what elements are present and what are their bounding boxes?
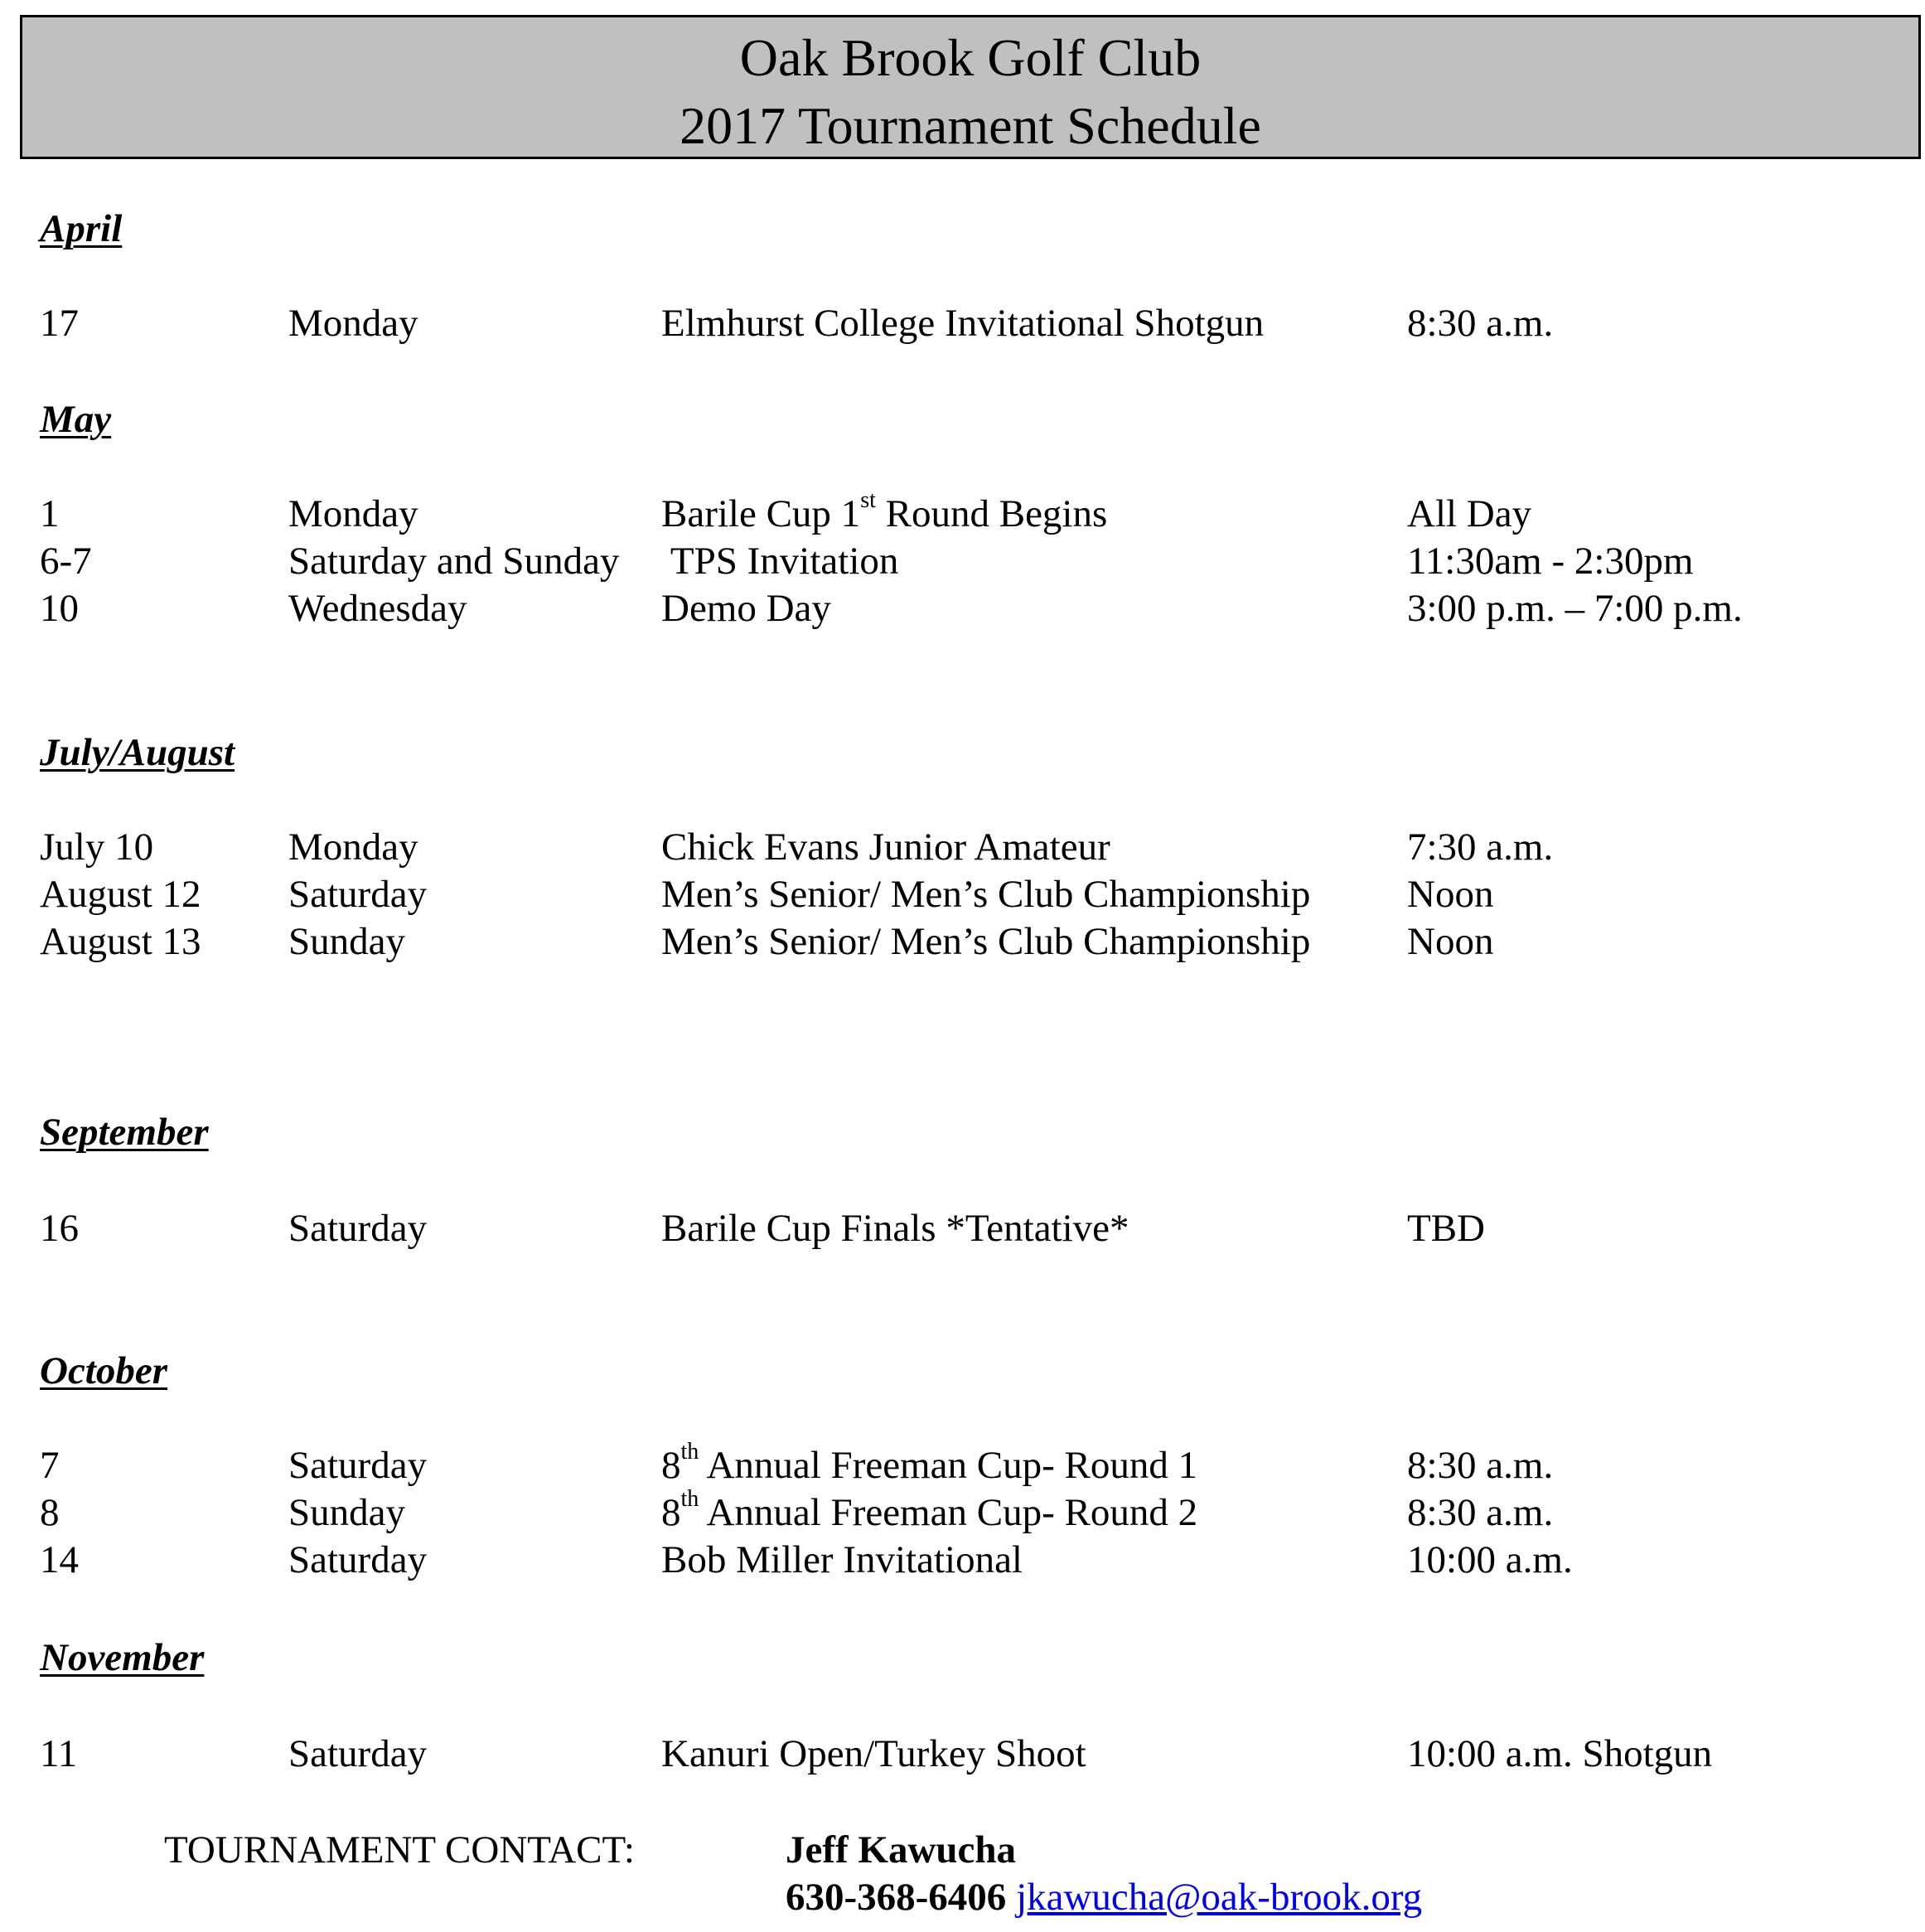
row-event: Chick Evans Junior Amateur xyxy=(661,826,1110,869)
row-event: Men’s Senior/ Men’s Club Championship xyxy=(661,920,1311,963)
row-date: 8 xyxy=(40,1491,60,1534)
schedule-row xyxy=(0,487,1925,537)
contact-details xyxy=(786,1874,1422,1920)
row-date: July 10 xyxy=(40,826,154,869)
month-heading-july-august: July/August xyxy=(40,731,235,774)
row-day: Saturday xyxy=(288,873,428,916)
row-event: Bob Miller Invitational xyxy=(661,1538,1023,1581)
row-day: Sunday xyxy=(288,920,405,963)
row-date: 16 xyxy=(40,1207,79,1250)
month-heading-november: November xyxy=(40,1636,205,1679)
contact-label: TOURNAMENT CONTACT: xyxy=(164,1828,635,1871)
row-event xyxy=(661,487,1108,537)
row-time: Noon xyxy=(1407,920,1494,963)
schedule-row xyxy=(0,1205,1925,1252)
row-day: Monday xyxy=(288,492,418,535)
month-heading-april: April xyxy=(40,207,123,250)
month-heading-october: October xyxy=(40,1349,168,1392)
row-time: 11:30am - 2:30pm xyxy=(1407,540,1694,583)
ordinal-suffix: st xyxy=(860,487,876,514)
row-day: Saturday xyxy=(288,1444,428,1487)
row-date: 10 xyxy=(40,587,79,630)
row-time: 10:00 a.m. xyxy=(1407,1538,1573,1581)
row-day: Saturday and Sunday xyxy=(288,540,620,583)
month-heading-may: May xyxy=(40,398,112,441)
schedule-row xyxy=(0,585,1925,632)
row-time: All Day xyxy=(1407,492,1532,535)
row-time: 8:30 a.m. xyxy=(1407,1444,1554,1487)
contact-name: Jeff Kawucha xyxy=(786,1828,1017,1871)
contact-phone: 630-368-6406 xyxy=(786,1876,1007,1919)
schedule-row xyxy=(0,1486,1925,1536)
row-time: 7:30 a.m. xyxy=(1407,826,1554,869)
event-text: 8 xyxy=(661,1444,681,1487)
event-text: Barile Cup 1 xyxy=(661,492,861,535)
row-date: 1 xyxy=(40,492,60,535)
month-heading-september: September xyxy=(40,1111,209,1154)
title-banner xyxy=(20,15,1921,159)
row-day: Monday xyxy=(288,826,418,869)
row-time: Noon xyxy=(1407,873,1494,916)
event-text: Annual Freeman Cup- Round 1 xyxy=(699,1444,1198,1487)
schedule-row xyxy=(0,918,1925,965)
ordinal-suffix: th xyxy=(680,1486,699,1513)
row-day: Saturday xyxy=(288,1538,428,1581)
schedule-row xyxy=(0,538,1925,584)
row-event: Kanuri Open/Turkey Shoot xyxy=(661,1732,1086,1775)
schedule-row xyxy=(0,1731,1925,1777)
row-event: Barile Cup Finals *Tentative* xyxy=(661,1207,1129,1250)
row-time: TBD xyxy=(1407,1207,1485,1250)
row-date: 14 xyxy=(40,1538,79,1581)
schedule-row xyxy=(0,824,1925,870)
row-time: 8:30 a.m. xyxy=(1407,1491,1554,1534)
row-time: 10:00 a.m. Shotgun xyxy=(1407,1732,1713,1775)
event-text: Annual Freeman Cup- Round 2 xyxy=(699,1491,1198,1534)
row-date: 11 xyxy=(40,1732,78,1775)
ordinal-suffix: th xyxy=(680,1439,699,1465)
row-event: Elmhurst College Invitational Shotgun xyxy=(661,302,1265,345)
row-event: Men’s Senior/ Men’s Club Championship xyxy=(661,873,1311,916)
row-date: August 13 xyxy=(40,920,201,963)
row-day: Saturday xyxy=(288,1732,428,1775)
row-event: Demo Day xyxy=(661,587,831,630)
contact-email-link[interactable]: jkawucha@oak-brook.org xyxy=(1016,1876,1423,1919)
row-event: TPS Invitation xyxy=(661,540,899,583)
row-day: Wednesday xyxy=(288,587,467,630)
row-time: 3:00 p.m. – 7:00 p.m. xyxy=(1407,587,1743,630)
row-date: August 12 xyxy=(40,873,201,916)
event-text: Round Begins xyxy=(875,492,1108,535)
row-day: Saturday xyxy=(288,1207,428,1250)
schedule-row xyxy=(0,1537,1925,1583)
row-event xyxy=(661,1439,1198,1489)
club-name: Oak Brook Golf Club xyxy=(739,28,1202,87)
event-text: 8 xyxy=(661,1491,681,1534)
schedule-title: 2017 Tournament Schedule xyxy=(680,96,1261,155)
row-time: 8:30 a.m. xyxy=(1407,302,1554,345)
schedule-row xyxy=(0,1439,1925,1489)
row-event xyxy=(661,1486,1198,1536)
row-date: 7 xyxy=(40,1444,60,1487)
row-day: Sunday xyxy=(288,1491,405,1534)
schedule-row xyxy=(0,300,1925,346)
row-date: 17 xyxy=(40,302,79,345)
row-date: 6-7 xyxy=(40,540,92,583)
schedule-row xyxy=(0,871,1925,918)
row-day: Monday xyxy=(288,302,418,345)
